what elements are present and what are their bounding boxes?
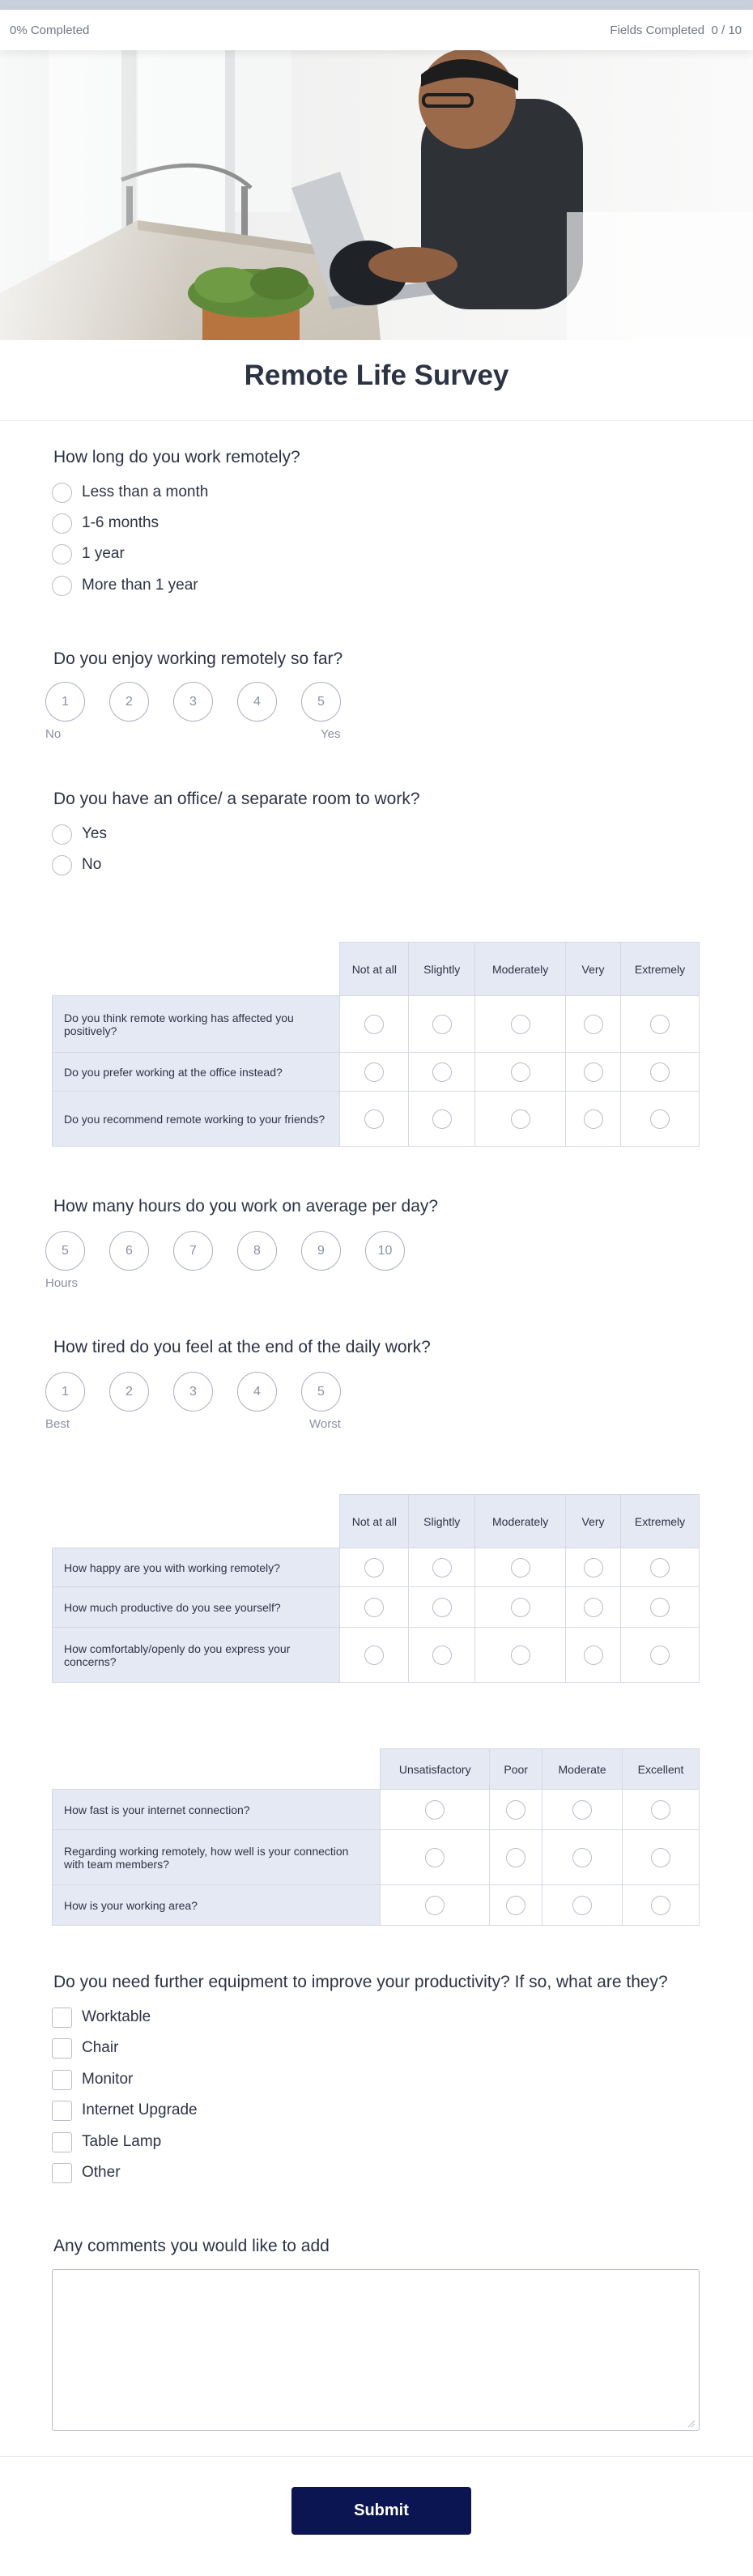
matrix-radio[interactable] [651, 1848, 670, 1867]
q1-option[interactable] [52, 512, 159, 534]
matrix-row [53, 1092, 700, 1147]
matrix-radio[interactable] [511, 1062, 530, 1082]
scale-option[interactable]: 1 [45, 1372, 85, 1411]
matrix-radio[interactable] [364, 1558, 384, 1578]
scale-option[interactable]: 6 [109, 1231, 149, 1271]
option-label: 1-6 months [82, 514, 160, 531]
matrix-row-label: Do you prefer working at the office instead? [53, 1053, 340, 1092]
q7-label: Any comments you would like to add [53, 2237, 330, 2255]
matrix-row [53, 1885, 700, 1926]
radio-button[interactable] [52, 483, 72, 503]
matrix-radio[interactable] [432, 1598, 452, 1617]
scale-option[interactable]: 7 [173, 1231, 213, 1271]
q6-label: Do you need further equipment to improve your productivity? If so, what are they? [53, 1973, 668, 1991]
matrix-radio[interactable] [432, 1062, 452, 1082]
matrix-row-label: Regarding working remotely, how well is your connection with team members? [53, 1830, 381, 1885]
form-title: Remote Life Survey [244, 360, 509, 391]
matrix-column-header: Very [566, 943, 621, 996]
form-card [0, 50, 753, 2576]
scale-option[interactable]: 5 [301, 682, 341, 722]
q3-option[interactable] [52, 854, 101, 876]
matrix-radio[interactable] [584, 1598, 603, 1617]
matrix-row-label: How is your working area? [53, 1885, 381, 1926]
matrix-row [53, 1830, 700, 1885]
matrix-radio[interactable] [650, 1015, 670, 1034]
option-label: Chair [82, 2039, 119, 2056]
scale-option[interactable]: 3 [173, 1372, 213, 1411]
q6-option[interactable] [52, 2131, 161, 2153]
matrix-radio[interactable] [432, 1558, 452, 1578]
matrix-3 [52, 1748, 700, 1926]
q6-option[interactable] [52, 2037, 118, 2059]
matrix-column-header: Extremely [621, 1495, 700, 1548]
matrix-column-header: Very [566, 1495, 621, 1548]
option-label: No [82, 856, 102, 873]
matrix-row-label: How comfortably/openly do you express your concerns? [53, 1628, 340, 1683]
scale-option[interactable]: 8 [237, 1231, 277, 1271]
matrix-row [53, 1587, 700, 1628]
matrix-row-label: How much productive do you see yourself? [53, 1587, 340, 1628]
matrix-radio[interactable] [650, 1598, 670, 1617]
scale-option[interactable]: 5 [301, 1372, 341, 1411]
matrix-radio[interactable] [584, 1015, 603, 1034]
scale-option[interactable]: 1 [45, 682, 85, 722]
matrix-radio[interactable] [511, 1646, 530, 1665]
resize-handle-icon[interactable] [687, 2420, 696, 2428]
q3-label: Do you have an office/ a separate room to work? [53, 790, 420, 808]
matrix-radio[interactable] [425, 1800, 445, 1820]
top-accent-bar [0, 0, 753, 10]
q4-label: How many hours do you work on average per day? [53, 1197, 439, 1216]
checkbox[interactable] [52, 2070, 72, 2090]
matrix-radio[interactable] [425, 1896, 445, 1915]
checkbox[interactable] [52, 2163, 72, 2183]
checkbox[interactable] [52, 2038, 72, 2059]
q4-scale [45, 1231, 405, 1271]
matrix-column-header: Unsatisfactory [381, 1749, 490, 1790]
matrix-radio[interactable] [584, 1062, 603, 1082]
matrix-row [53, 1053, 700, 1092]
matrix-column-header: Not at all [340, 943, 409, 996]
matrix-radio[interactable] [511, 1015, 530, 1034]
matrix-row [53, 1548, 700, 1587]
option-label: Other [82, 2164, 121, 2181]
option-label: Worktable [82, 2008, 151, 2025]
q1-option[interactable] [52, 574, 198, 597]
option-label: 1 year [82, 545, 125, 562]
matrix-corner [53, 943, 340, 996]
option-label: More than 1 year [82, 577, 198, 594]
matrix-row [53, 1628, 700, 1683]
matrix-column-header: Poor [490, 1749, 542, 1790]
fields-completed [610, 23, 742, 37]
matrix-radio[interactable] [572, 1800, 592, 1820]
matrix-corner [53, 1495, 340, 1548]
matrix-radio[interactable] [425, 1848, 445, 1867]
matrix-radio[interactable] [584, 1109, 603, 1129]
matrix-column-header: Moderately [475, 943, 566, 996]
option-label: Table Lamp [82, 2133, 162, 2150]
radio-button[interactable] [52, 824, 72, 845]
scale-min-label: No [45, 727, 62, 741]
matrix-2 [52, 1494, 700, 1683]
matrix-radio[interactable] [506, 1896, 525, 1915]
scale-max-label: Worst [309, 1417, 341, 1431]
matrix-radio[interactable] [650, 1062, 670, 1082]
matrix-radio[interactable] [511, 1558, 530, 1578]
scale-option[interactable]: 5 [45, 1231, 85, 1271]
scale-min-label: Hours [45, 1276, 79, 1290]
matrix-radio[interactable] [584, 1646, 603, 1665]
matrix-radio[interactable] [651, 1896, 670, 1915]
scale-option[interactable]: 9 [301, 1231, 341, 1271]
q5-scale [45, 1372, 341, 1411]
title-divider [0, 420, 753, 421]
q6-option[interactable] [52, 2068, 133, 2091]
fields-completed-count: 0 / 10 [711, 23, 742, 37]
fields-completed-label: Fields Completed [610, 23, 705, 37]
matrix-column-header: Excellent [623, 1749, 700, 1790]
option-label: Monitor [82, 2071, 134, 2088]
matrix-radio[interactable] [364, 1109, 384, 1129]
footer-divider [0, 2456, 753, 2457]
radio-button[interactable] [52, 513, 72, 534]
matrix-corner [53, 1749, 381, 1790]
matrix-column-header: Not at all [340, 1495, 409, 1548]
q1-label: How long do you work remotely? [53, 448, 300, 466]
q1-option[interactable] [52, 481, 208, 504]
matrix-radio[interactable] [364, 1598, 384, 1617]
matrix-radio[interactable] [432, 1015, 452, 1034]
q6-option[interactable] [52, 2099, 198, 2122]
progress-percent: 0% Completed [10, 23, 90, 37]
scale-max-label: Yes [321, 727, 341, 741]
matrix-row [53, 996, 700, 1053]
comments-textarea[interactable] [52, 2269, 700, 2431]
q2-label: Do you enjoy working remotely so far? [53, 649, 343, 668]
checkbox[interactable] [52, 2008, 72, 2028]
matrix-radio[interactable] [650, 1109, 670, 1129]
matrix-radio[interactable] [506, 1800, 525, 1820]
matrix-row-label: How fast is your internet connection? [53, 1790, 381, 1830]
matrix-1 [52, 942, 700, 1147]
matrix-row-label: How happy are you with working remotely? [53, 1548, 340, 1587]
scale-option[interactable]: 10 [365, 1231, 405, 1271]
matrix-radio[interactable] [572, 1848, 592, 1867]
progress-bar [0, 10, 753, 50]
option-label: Internet Upgrade [82, 2101, 198, 2118]
option-label: Less than a month [82, 483, 209, 500]
radio-button[interactable] [52, 544, 72, 564]
scale-option[interactable]: 4 [237, 682, 277, 722]
matrix-radio[interactable] [511, 1598, 530, 1617]
scale-option[interactable]: 2 [109, 1372, 149, 1411]
submit-button[interactable]: Submit [291, 2487, 471, 2535]
radio-button[interactable] [52, 855, 72, 875]
matrix-radio[interactable] [364, 1646, 384, 1665]
radio-button[interactable] [52, 576, 72, 596]
matrix-radio[interactable] [364, 1062, 384, 1082]
matrix-column-header: Slightly [409, 943, 475, 996]
matrix-radio[interactable] [651, 1800, 670, 1820]
scale-option[interactable]: 3 [173, 682, 213, 722]
matrix-column-header: Moderately [475, 1495, 566, 1548]
matrix-row-label: Do you recommend remote working to your friends? [53, 1092, 340, 1147]
q1-option[interactable] [52, 543, 125, 565]
scale-option[interactable]: 2 [109, 682, 149, 722]
matrix-row [53, 1790, 700, 1830]
matrix-radio[interactable] [650, 1558, 670, 1578]
matrix-column-header: Moderate [542, 1749, 623, 1790]
scale-option[interactable]: 4 [237, 1372, 277, 1411]
checkbox[interactable] [52, 2101, 72, 2121]
matrix-radio[interactable] [650, 1646, 670, 1665]
q2-scale [45, 682, 341, 722]
option-label: Yes [82, 825, 107, 842]
q5-label: How tired do you feel at the end of the daily work? [53, 1338, 431, 1356]
q6-option[interactable] [52, 2161, 121, 2184]
matrix-row-label: Do you think remote working has affected you positively? [53, 996, 340, 1053]
matrix-radio[interactable] [506, 1848, 525, 1867]
matrix-radio[interactable] [364, 1015, 384, 1034]
q3-option[interactable] [52, 823, 107, 845]
hero-image [0, 50, 753, 340]
matrix-column-header: Extremely [621, 943, 700, 996]
matrix-radio[interactable] [572, 1896, 592, 1915]
q6-option[interactable] [52, 2006, 151, 2029]
scale-min-label: Best [45, 1417, 70, 1431]
checkbox[interactable] [52, 2132, 72, 2152]
matrix-radio[interactable] [432, 1109, 452, 1129]
matrix-column-header: Slightly [409, 1495, 475, 1548]
matrix-radio[interactable] [584, 1558, 603, 1578]
matrix-radio[interactable] [432, 1646, 452, 1665]
matrix-radio[interactable] [511, 1109, 530, 1129]
